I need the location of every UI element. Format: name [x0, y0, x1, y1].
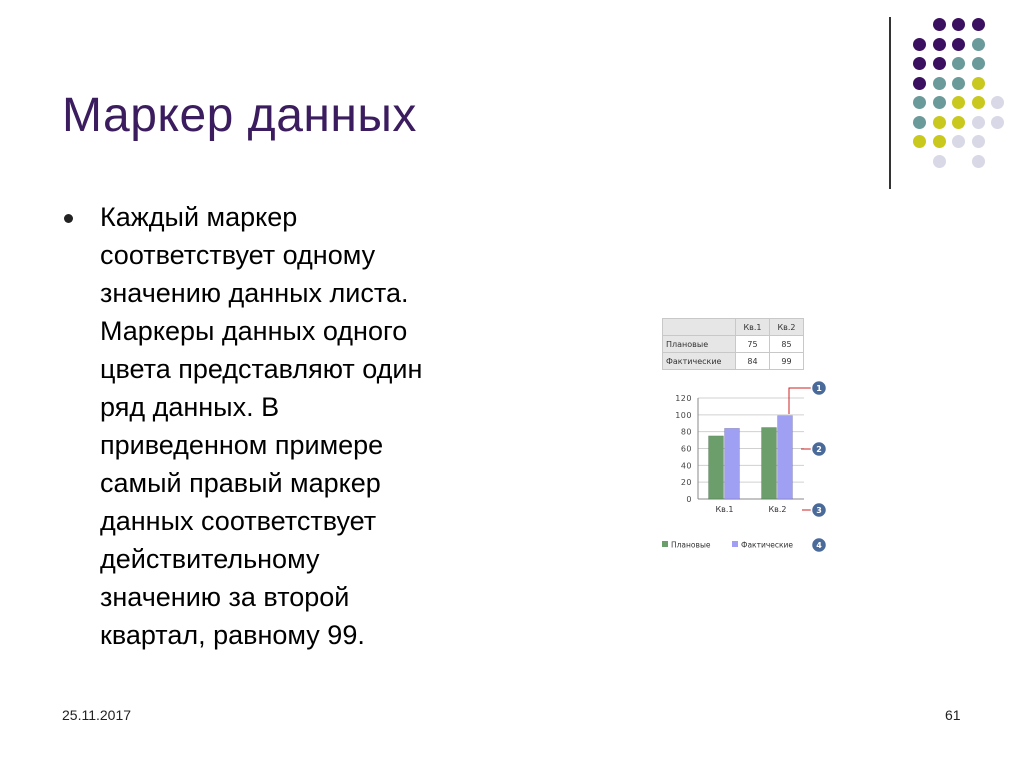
bullet-text [100, 198, 500, 654]
decorative-dot [933, 116, 946, 129]
y-tick-label: 80 [680, 427, 692, 437]
callout-line [789, 388, 812, 414]
y-tick-label: 20 [680, 478, 692, 488]
decorative-dot [933, 96, 946, 109]
bullet-text-line: приведенном примере [100, 430, 384, 460]
table-row-header: Фактические [663, 353, 736, 370]
chart-legend [662, 541, 793, 550]
decorative-dot [972, 57, 985, 70]
y-tick-label: 0 [686, 495, 692, 504]
table-cell: 85 [770, 336, 804, 353]
decorative-dot [933, 155, 946, 168]
decorative-dot [972, 155, 985, 168]
decorative-dot [952, 96, 965, 109]
decorative-dot [913, 57, 926, 70]
y-tick-label: 120 [675, 394, 692, 403]
decorative-dot [972, 96, 985, 109]
chart-bars [709, 416, 793, 499]
bullet-text-line: данных соответствует [100, 506, 377, 536]
decorative-dot [933, 57, 946, 70]
slide-title: Маркер данных [62, 89, 417, 142]
y-tick-label: 100 [675, 410, 692, 420]
bar-plan [709, 436, 724, 499]
bar-chart [662, 318, 842, 558]
bar-fact [725, 428, 740, 499]
decorative-dot [972, 77, 985, 90]
chart-callouts [789, 381, 827, 553]
x-tick-label: Кв.1 [715, 505, 734, 514]
x-tick-label: Кв.2 [768, 505, 787, 514]
bullet-text-line: значению за второй [100, 582, 350, 612]
bar-plan [762, 427, 777, 499]
bullet-text-line: соответствует одному [100, 240, 376, 270]
decorative-dot [952, 57, 965, 70]
bar-fact [778, 416, 793, 499]
decorative-dot [933, 77, 946, 90]
table-cell: 75 [736, 336, 770, 353]
callout-number: 3 [816, 506, 822, 515]
bullet-text-line: самый правый маркер [100, 468, 381, 498]
legend-label: Фактические [741, 540, 794, 550]
y-axis-ticks [675, 394, 692, 504]
decorative-dot [952, 116, 965, 129]
callout-number: 4 [816, 541, 822, 550]
decorative-dot [972, 38, 985, 51]
decorative-dot [913, 116, 926, 129]
bullet-point-icon [64, 214, 73, 223]
bullet-text-line: действительному [100, 544, 320, 574]
decorative-dot [991, 96, 1004, 109]
x-axis-ticks [715, 505, 786, 514]
bullet-text-line: значению данных листа. [100, 278, 409, 308]
decorative-dot [952, 77, 965, 90]
legend-swatch [732, 541, 738, 547]
bullet-text-line: ряд данных. В [100, 392, 280, 422]
decorative-dot [913, 96, 926, 109]
bullet-text-line: квартал, равному 99. [100, 620, 365, 650]
decorative-dot [952, 38, 965, 51]
decorative-dot [933, 18, 946, 31]
decorative-dot [933, 135, 946, 148]
table-header-cell: Кв.2 [770, 319, 804, 336]
slide-page-number: 61 [945, 707, 961, 723]
table-header-cell: Кв.1 [736, 319, 770, 336]
callout-number: 2 [816, 445, 822, 454]
bullet-text-line: Маркеры данных одного [100, 316, 408, 346]
decorative-dot [913, 77, 926, 90]
decorative-dot [952, 135, 965, 148]
decorative-divider-line [889, 17, 891, 189]
decorative-dot [972, 135, 985, 148]
table-cell: 99 [770, 353, 804, 370]
legend-label: Плановые [671, 540, 711, 550]
decorative-dot [913, 135, 926, 148]
table-row-header: Плановые [663, 336, 736, 353]
chart-illustration [662, 318, 842, 558]
table-cell: 84 [736, 353, 770, 370]
callout-number: 1 [816, 384, 822, 393]
decorative-dot [952, 18, 965, 31]
y-tick-label: 40 [680, 461, 692, 471]
decorative-dot [972, 116, 985, 129]
decorative-dot [991, 116, 1004, 129]
bullet-text-line: цвета представляют один [100, 354, 423, 384]
decorative-dot [933, 38, 946, 51]
decorative-dot [913, 38, 926, 51]
y-tick-label: 60 [680, 444, 692, 454]
legend-swatch [662, 541, 668, 547]
slide-date: 25.11.2017 [62, 707, 132, 723]
decorative-dot [972, 18, 985, 31]
bullet-text-line: Каждый маркер [100, 202, 298, 232]
